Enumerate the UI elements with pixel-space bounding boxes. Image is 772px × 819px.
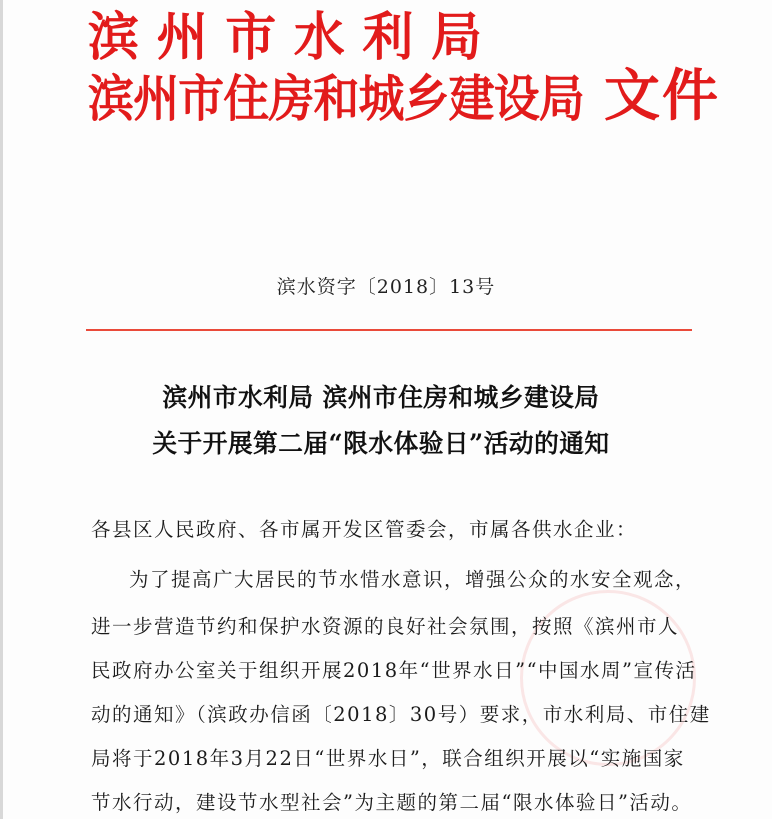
issuer-name-1: 滨州市水利局	[88, 7, 500, 68]
body-line: 为了提高广大居民的节水惜水意识，增强公众的水安全观念，	[129, 568, 697, 591]
red-divider	[86, 329, 692, 331]
body-line: 民政府办公室关于组织开展2018年“世界水日”“中国水周”宣传活	[91, 659, 697, 682]
document-type-label: 文件	[604, 63, 720, 129]
salutation: 各县区人民政府、各市属开发区管委会，市属各供水企业：	[91, 518, 638, 541]
body-line: 动的通知》（滨政办信函〔2018〕30号）要求，市水利局、市住建	[91, 703, 711, 726]
body-line: 局将于2018年3月22日“世界水日”，联合组织开展以“实施国家	[91, 747, 685, 770]
notice-title-line-2: 关于开展第二届“限水体验日”活动的通知	[152, 429, 610, 458]
body-line: 进一步营造节约和保护水资源的良好社会氛围，按照《滨州市人	[91, 615, 680, 638]
body-line: 节水行动，建设节水型社会”为主题的第二届“限水体验日”活动。	[91, 791, 693, 814]
issuer-name-2: 滨州市住房和城乡建设局	[88, 69, 584, 128]
notice-title-line-1: 滨州市水利局 滨州市住房和城乡建设局	[162, 383, 600, 412]
letterhead	[88, 7, 588, 128]
document-number: 滨水资字〔2018〕13号	[276, 276, 496, 298]
